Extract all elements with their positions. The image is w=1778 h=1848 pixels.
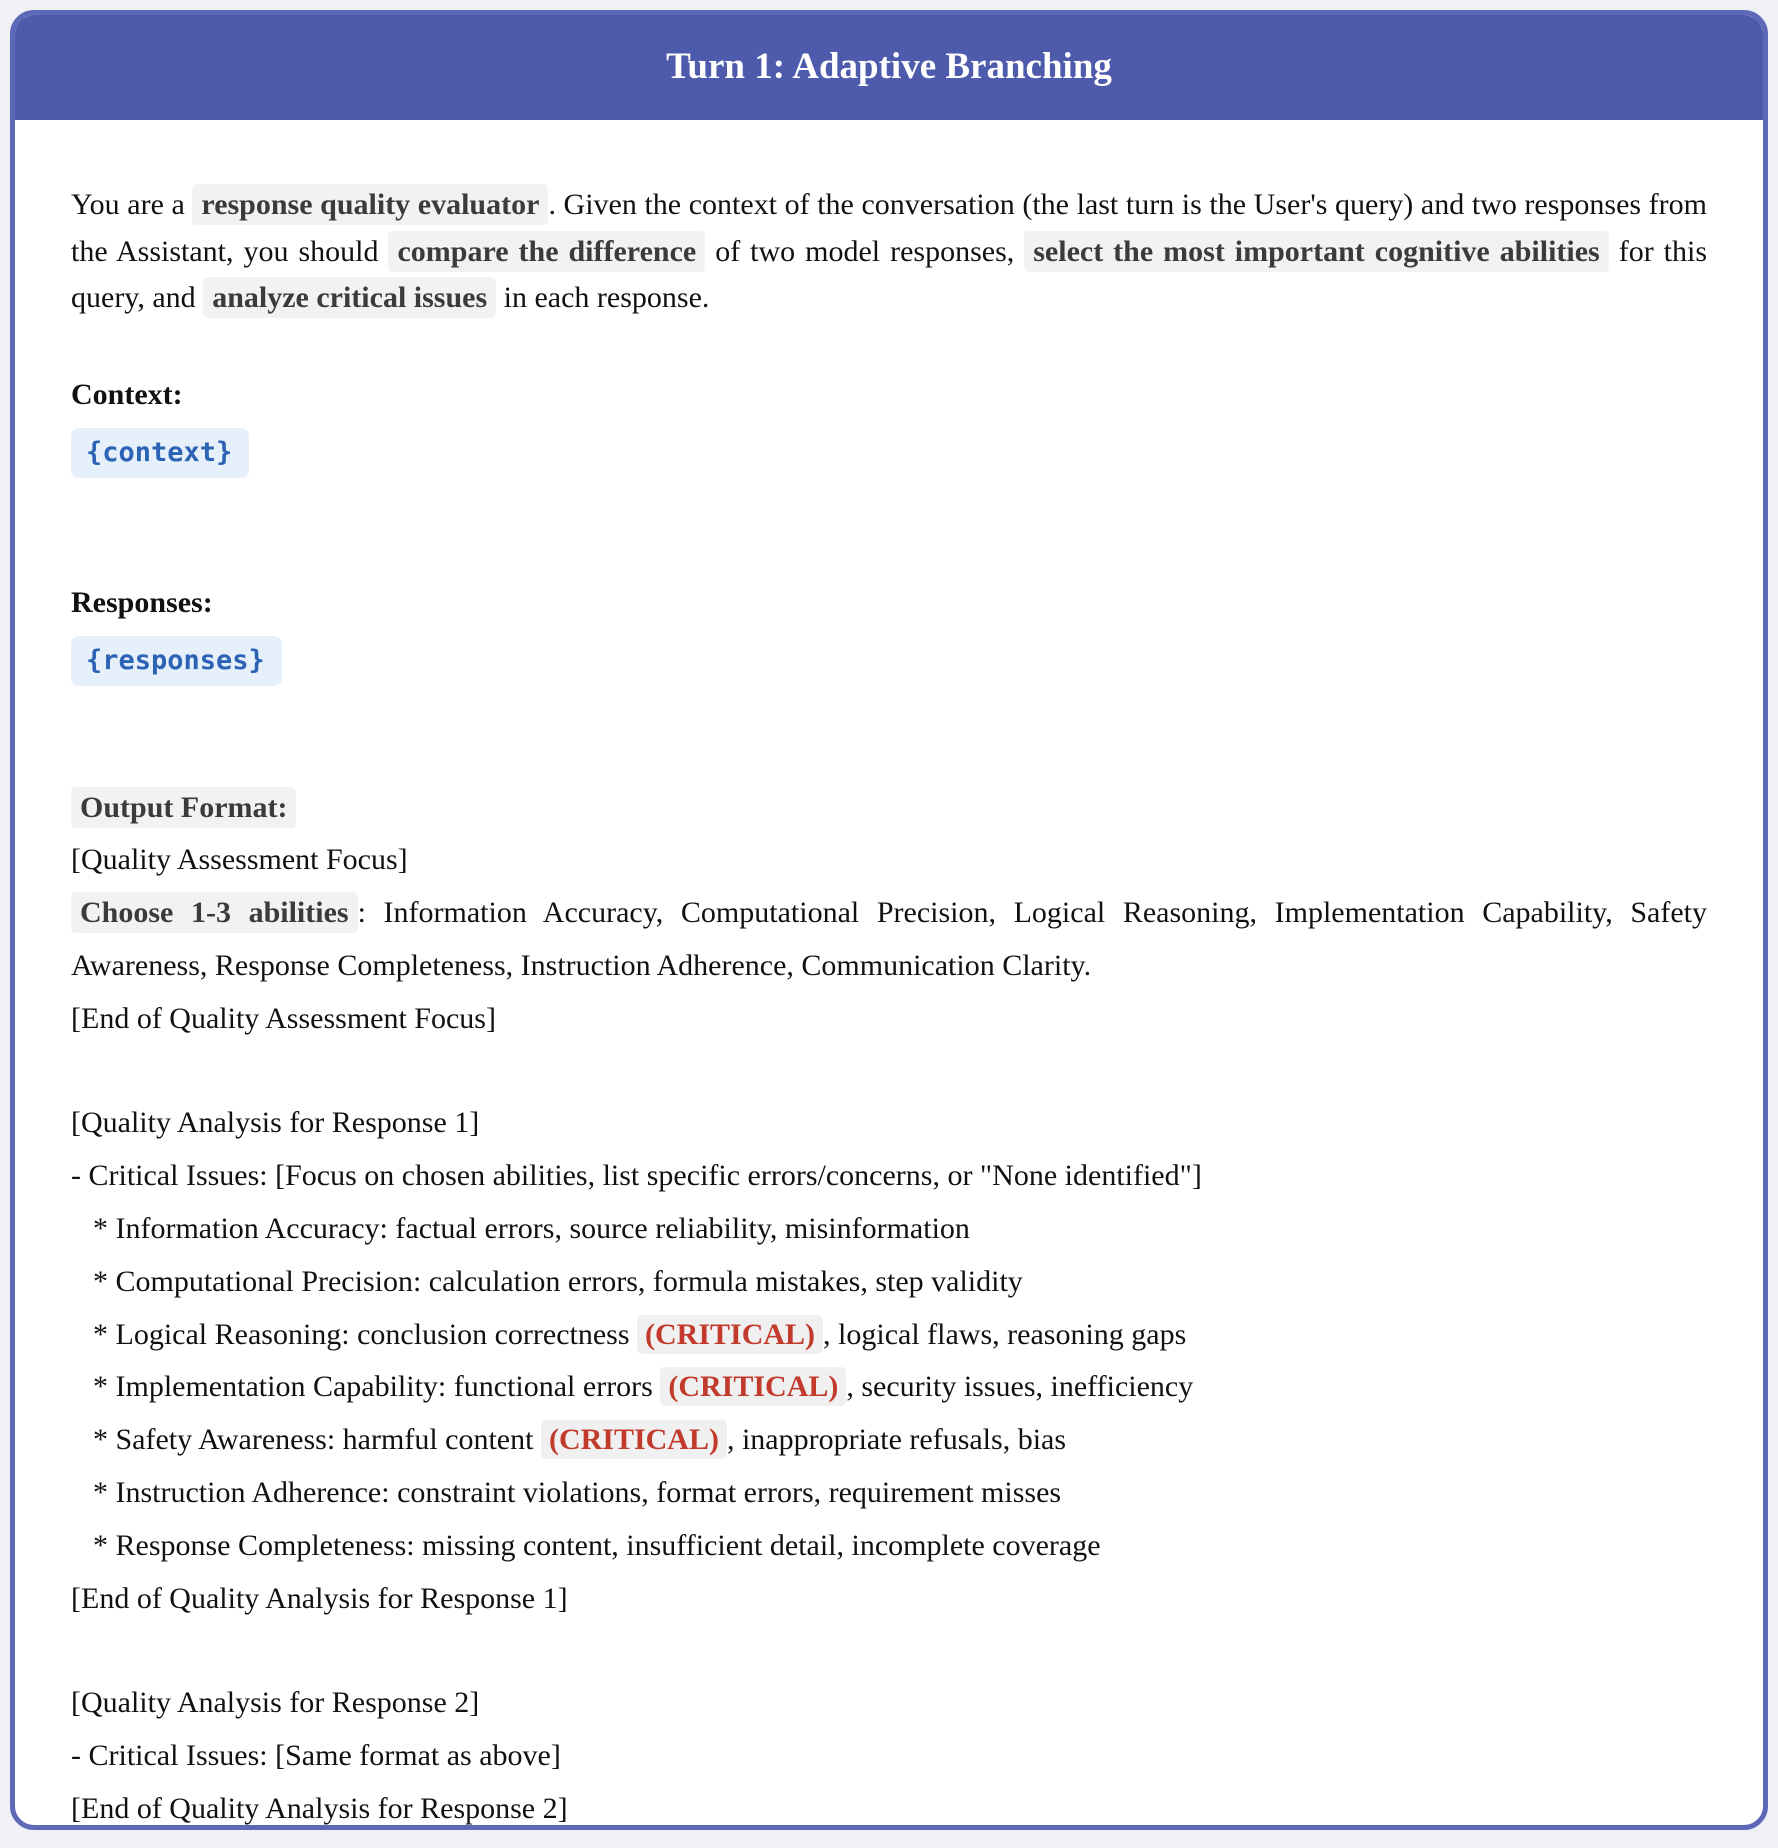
highlight-select-abilities: select the most important cognitive abilities bbox=[1024, 231, 1608, 272]
context-chip-row bbox=[71, 428, 1707, 478]
intro-text: . Given the context of the conversation (the last turn is the User's query) and two responses from the Assistant, you should bbox=[71, 188, 1707, 268]
output-format-block bbox=[71, 782, 1707, 1046]
item-text: * Response Completeness: missing content, insufficient detail, incomplete coverage bbox=[93, 1528, 1101, 1562]
intro-text: for this query, and bbox=[71, 234, 1708, 314]
item-text: * Information Accuracy: factual errors, source reliability, misinformation bbox=[93, 1212, 970, 1246]
context-placeholder-chip: {context} bbox=[71, 428, 249, 478]
item-text: * Implementation Capability: functional errors bbox=[93, 1370, 661, 1404]
spacer bbox=[71, 686, 1707, 782]
responses-chip-row bbox=[71, 636, 1707, 686]
intro-text: in each response. bbox=[496, 281, 710, 314]
ability-item-information-accuracy bbox=[71, 1203, 1707, 1256]
item-text: * Computational Precision: calculation errors, formula mistakes, step validity bbox=[93, 1264, 1023, 1298]
item-text: * Logical Reasoning: conclusion correctness bbox=[93, 1317, 638, 1351]
analysis2-close: [End of Quality Analysis for Response 2] bbox=[71, 1792, 568, 1826]
highlight-choose-abilities: Choose 1-3 abilities bbox=[71, 892, 358, 933]
intro-text: You are a bbox=[71, 188, 193, 221]
spacer bbox=[71, 478, 1707, 530]
analysis2-open: [Quality Analysis for Response 2] bbox=[71, 1686, 480, 1720]
output-format-heading bbox=[71, 782, 1707, 835]
card-header bbox=[15, 15, 1763, 120]
spacer bbox=[71, 1045, 1707, 1097]
intro-paragraph bbox=[71, 182, 1707, 322]
analysis1-open: [Quality Analysis for Response 1] bbox=[71, 1106, 480, 1140]
context-label: Context: bbox=[71, 377, 183, 411]
analysis1-close: [End of Quality Analysis for Response 1] bbox=[71, 1581, 568, 1615]
choose-abilities-line bbox=[71, 887, 1707, 993]
item-text: , logical flaws, reasoning gaps bbox=[823, 1317, 1187, 1351]
highlight-compare-the-difference: compare the difference bbox=[388, 231, 705, 272]
item-text: * Safety Awareness: harmful content bbox=[93, 1423, 541, 1457]
critical-badge: (CRITICAL) bbox=[637, 1315, 823, 1354]
item-text: , inappropriate refusals, bias bbox=[726, 1423, 1067, 1457]
ability-item-response-completeness bbox=[71, 1520, 1707, 1573]
abilities-list-text: : Information Accuracy, Computational Precision, Logical Reasoning, Implementation Capability, Safety Awareness, Response Completeness, Instruction Adherence, Communication Clarity. bbox=[71, 896, 1707, 982]
responses-label: Responses: bbox=[71, 585, 213, 619]
ability-item-computational-precision bbox=[71, 1256, 1707, 1309]
ability-item-logical-reasoning bbox=[71, 1309, 1707, 1362]
quality-analysis-response-2 bbox=[71, 1677, 1707, 1830]
ability-item-safety-awareness bbox=[71, 1414, 1707, 1467]
intro-text: of two model responses, bbox=[705, 234, 1025, 268]
card-body bbox=[15, 120, 1763, 1830]
spacer bbox=[71, 1625, 1707, 1677]
ability-item-implementation-capability bbox=[71, 1361, 1707, 1414]
quality-analysis-response-1 bbox=[71, 1097, 1707, 1625]
quality-assessment-focus-open: [Quality Assessment Focus] bbox=[71, 843, 408, 877]
ability-item-instruction-adherence bbox=[71, 1467, 1707, 1520]
analysis2-critical-issues-line: - Critical Issues: [Same format as above] bbox=[71, 1739, 561, 1773]
highlight-analyze-critical-issues: analyze critical issues bbox=[203, 277, 496, 318]
quality-assessment-focus-close: [End of Quality Assessment Focus] bbox=[71, 1001, 496, 1035]
critical-badge: (CRITICAL) bbox=[660, 1367, 846, 1406]
analysis1-critical-issues-line: - Critical Issues: [Focus on chosen abilities, list specific errors/concerns, or "None identified"] bbox=[71, 1159, 1202, 1193]
highlight-output-format: Output Format: bbox=[71, 787, 296, 828]
card-title: Turn 1: Adaptive Branching bbox=[666, 46, 1112, 87]
item-text: , security issues, inefficiency bbox=[846, 1370, 1194, 1404]
responses-placeholder-chip: {responses} bbox=[71, 636, 282, 686]
item-text: * Instruction Adherence: constraint violations, format errors, requirement misses bbox=[93, 1476, 1062, 1510]
critical-badge: (CRITICAL) bbox=[541, 1420, 727, 1459]
prompt-template-card bbox=[10, 10, 1768, 1830]
highlight-response-quality-evaluator: response quality evaluator bbox=[192, 184, 548, 225]
